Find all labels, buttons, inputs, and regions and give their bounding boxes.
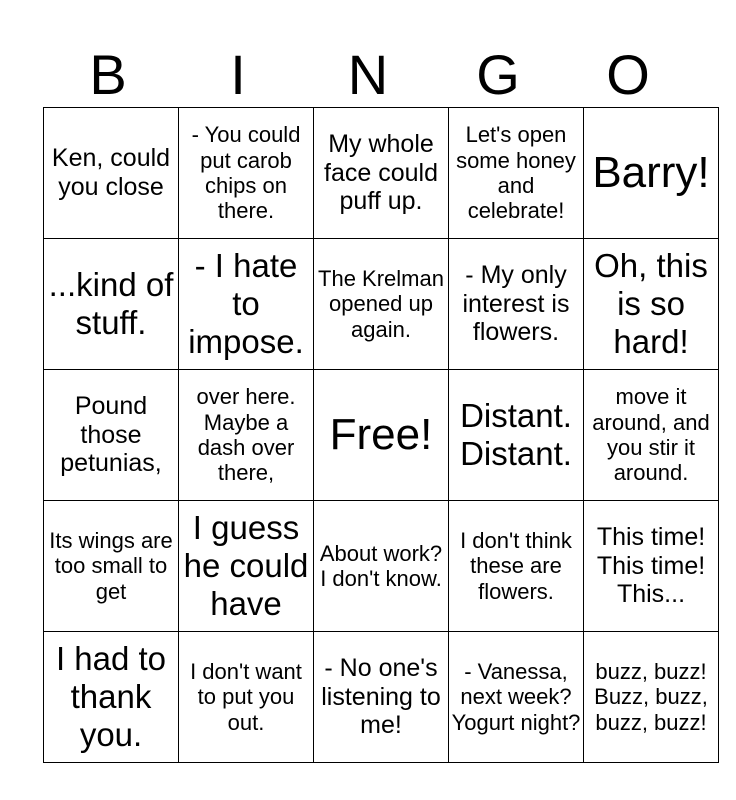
bingo-cell: About work? I don't know. [314, 501, 449, 632]
grid-row [44, 239, 719, 370]
bingo-cell: - Vanessa, next week? Yogurt night? [449, 632, 584, 763]
header-letter-b: B [89, 43, 127, 106]
bingo-cell: Distant. Distant. [449, 370, 584, 501]
header-letter-i: I [230, 43, 246, 106]
bingo-cell: Its wings are too small to get [44, 501, 179, 632]
bingo-cell: - No one's listening to me! [314, 632, 449, 763]
bingo-cell: I don't think these are flowers. [449, 501, 584, 632]
bingo-cell: My whole face could puff up. [314, 108, 449, 239]
bingo-cell: I guess he could have [179, 501, 314, 632]
bingo-cell: I had to thank you. [44, 632, 179, 763]
bingo-cell: ...kind of stuff. [44, 239, 179, 370]
bingo-cell: over here. Maybe a dash over there, [179, 370, 314, 501]
bingo-cell: Let's open some honey and celebrate! [449, 108, 584, 239]
bingo-header [43, 44, 693, 106]
grid-row [44, 632, 719, 763]
bingo-cell: - My only interest is flowers. [449, 239, 584, 370]
bingo-cell: Pound those petunias, [44, 370, 179, 501]
bingo-cell: - I hate to impose. [179, 239, 314, 370]
header-letter-g: G [476, 43, 520, 106]
bingo-grid [43, 107, 719, 763]
grid-row [44, 370, 719, 501]
bingo-cell: This time! This time! This... [584, 501, 719, 632]
bingo-cell: buzz, buzz! Buzz, buzz, buzz, buzz! [584, 632, 719, 763]
bingo-cell: Ken, could you close [44, 108, 179, 239]
bingo-cell: Oh, this is so hard! [584, 239, 719, 370]
grid-row [44, 501, 719, 632]
free-space-cell: Free! [314, 370, 449, 501]
grid-row [44, 108, 719, 239]
bingo-cell: The Krelman opened up again. [314, 239, 449, 370]
bingo-cell: - You could put carob chips on there. [179, 108, 314, 239]
bingo-cell: move it around, and you stir it around. [584, 370, 719, 501]
bingo-cell: Barry! [584, 108, 719, 239]
header-letter-o: O [606, 43, 650, 106]
bingo-cell: I don't want to put you out. [179, 632, 314, 763]
header-letter-n: N [347, 43, 389, 106]
